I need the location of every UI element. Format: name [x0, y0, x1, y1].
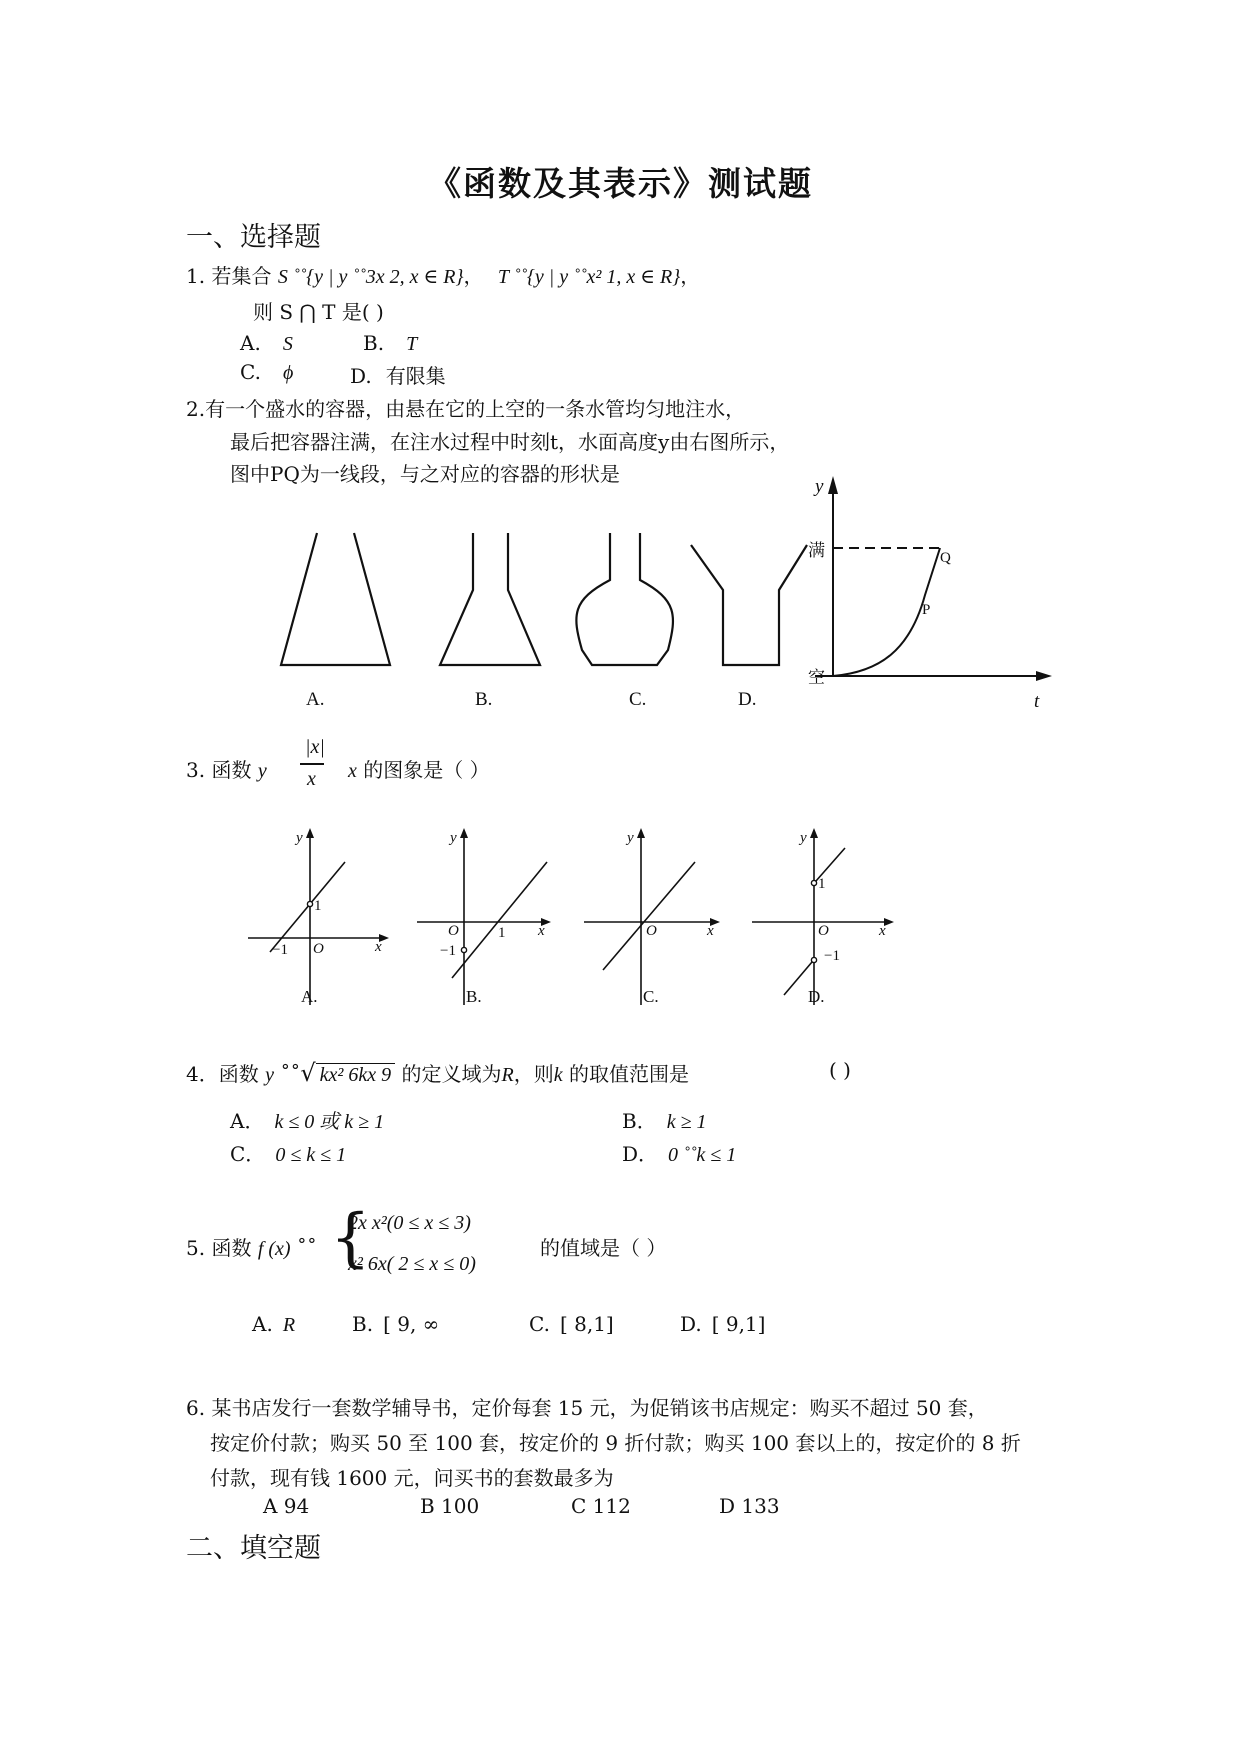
svg-text:O: O [646, 923, 657, 939]
q1-set-t: T ˚˚{y | y ˚˚x² 1, x ∈ R} [497, 266, 681, 288]
graph-d-label: D. [808, 987, 825, 1006]
graph-d-open-point-lower [811, 957, 816, 962]
graph-d-open-point-upper [811, 880, 816, 885]
q6-option-c: C 112 [571, 1494, 631, 1518]
graph-full-label: 满 [808, 541, 825, 560]
container-b-label: B. [475, 689, 493, 710]
q1-option-b: B. T [363, 331, 418, 355]
svg-text:x: x [375, 939, 382, 955]
container-a-label: A. [306, 689, 325, 710]
graph-a-open-point [307, 901, 312, 906]
graph-a-label: A. [301, 987, 318, 1006]
q3-fraction-numerator: |x| [305, 736, 325, 758]
q1-set-s: S ˚˚{y | y ˚˚3x 2, x ∈ R} [277, 266, 464, 288]
svg-text:y: y [800, 830, 807, 846]
svg-text:O: O [313, 941, 324, 957]
q4-option-c: C． 0 ≤ k ≤ 1 [230, 1142, 347, 1166]
q2-line1: 2.有一个盛水的容器，由悬在它的上空的一条水管均匀地注水， [186, 397, 746, 421]
q1-number: 1. [186, 264, 206, 288]
q6-line2: 按定价付款；购买 50 至 100 套，按定价的 9 折付款；购买 100 套以上的，按定价的 8 折 [210, 1431, 1021, 1455]
q4-radicand: kx² 6kx 9 [316, 1063, 396, 1086]
section-choice-heading: 一、选择题 [186, 222, 321, 253]
svg-text:−1: −1 [440, 943, 456, 959]
q1-option-d: D. 有限集 [350, 364, 446, 388]
q5-case2: x² 6x( 2 ≤ x ≤ 0) [348, 1253, 476, 1275]
container-d-label: D. [738, 689, 757, 710]
q6-option-b: B 100 [420, 1494, 480, 1518]
graph-y-label: y [815, 476, 824, 497]
q1-line1: 1. 若集合 S ˚˚{y | y ˚˚3x 2, x ∈ R}， T ˚˚{y | y ˚˚x² 1, x ∈ R}， [186, 264, 701, 288]
q6-option-a: A 94 [263, 1494, 310, 1518]
svg-text:−1: −1 [272, 942, 288, 958]
svg-text:y: y [296, 830, 303, 846]
svg-text:−1: −1 [824, 948, 840, 964]
q5-option-c: C. [ 8,1] [529, 1312, 614, 1336]
graph-t-label: t [1034, 691, 1040, 712]
q3-y: y [257, 760, 267, 782]
q3-fraction-denominator: x [307, 768, 316, 790]
q6-option-d: D 133 [719, 1494, 780, 1518]
q3-number-stem: 3. 函数 y [186, 758, 267, 782]
q6-line3: 付款，现有钱 1600 元，问买书的套数最多为 [210, 1466, 614, 1490]
q5-brace: { [330, 1201, 371, 1275]
svg-text:x: x [707, 923, 714, 939]
svg-text:O: O [818, 923, 829, 939]
graph-empty-label: 空 [808, 668, 825, 687]
q3-tail: x 的图象是（ ） [348, 758, 490, 782]
svg-text:1: 1 [314, 898, 322, 914]
q5-tail: 的值域是（ ） [540, 1236, 667, 1260]
q5-option-d: D. [ 9,1] [680, 1312, 766, 1336]
q4-option-a: A． k ≤ 0 或 k ≥ 1 [230, 1109, 385, 1133]
graph-c-line [603, 862, 695, 970]
q1-stem: 若集合 [211, 264, 272, 288]
graph-b-line [452, 862, 547, 978]
graph-b-label: B. [466, 987, 482, 1006]
page-title: 《函数及其表示》测试题 [428, 164, 813, 203]
q2-line2: 最后把容器注满，在注水过程中时刻t，水面高度y由右图所示， [230, 430, 790, 454]
svg-text:x: x [879, 923, 886, 939]
q5-option-b: B. [ 9, ∞ [352, 1312, 440, 1336]
graph-c-label: C. [643, 987, 659, 1006]
container-c-label: C. [629, 689, 647, 710]
graph-q-label: Q [940, 550, 951, 566]
q6-line1: 6. 某书店发行一套数学辅导书，定价每套 15 元，为促销该书店规定：购买不超过 50 套， [186, 1396, 988, 1420]
graph-p-label: P [922, 602, 931, 618]
q1-line2: 则 S ⋂ T 是( ) [253, 300, 384, 324]
svg-text:1: 1 [818, 876, 826, 892]
section-fill-heading: 二、填空题 [186, 1533, 321, 1564]
svg-text:O: O [448, 923, 459, 939]
q1-option-a: A. S [240, 331, 293, 355]
q5-option-a: A. R [252, 1312, 296, 1336]
q4-line: 4．函数 y ˚˚√ kx² 6kx 9 的定义域为R，则k 的取值范围是 [186, 1059, 689, 1087]
svg-text:1: 1 [498, 925, 506, 941]
q4-paren: ( ) [829, 1058, 851, 1082]
svg-text:y: y [627, 830, 634, 846]
svg-text:x: x [538, 923, 545, 939]
q5-lead: 5. 函数 f (x) ˚˚ [186, 1236, 317, 1260]
q4-option-d: D． 0 ˚˚k ≤ 1 [622, 1142, 737, 1166]
graph-b-open-point [461, 947, 466, 952]
q5-case1: 2x x²(0 ≤ x ≤ 3) [348, 1212, 471, 1234]
svg-text:y: y [450, 830, 457, 846]
q4-option-b: B． k ≥ 1 [622, 1109, 707, 1133]
q2-line3: 图中PQ为一线段，与之对应的容器的形状是 [230, 462, 620, 486]
q1-option-c: C. ϕ [240, 360, 294, 384]
